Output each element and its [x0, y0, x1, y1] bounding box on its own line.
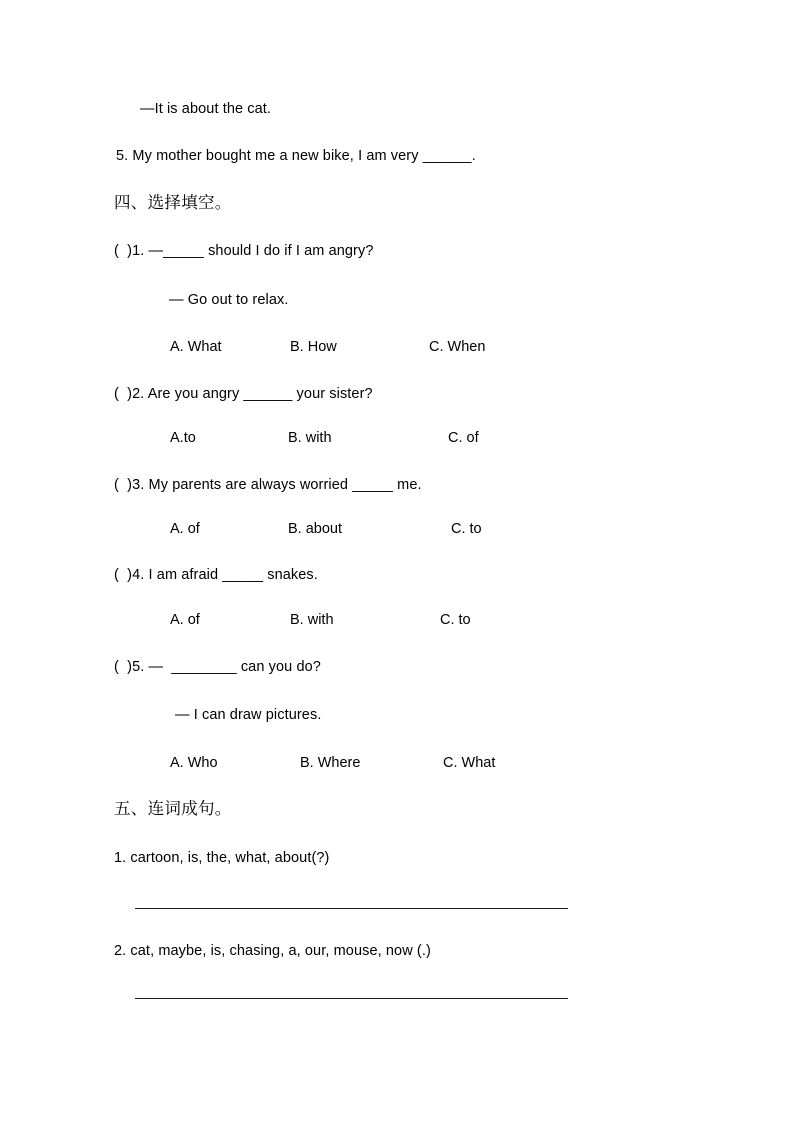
- question-5-option-b[interactable]: B. Where: [300, 755, 361, 771]
- question-4-options: [0, 610, 793, 630]
- question-2-option-c[interactable]: C. of: [448, 430, 479, 446]
- question-3-options: [0, 519, 793, 539]
- question-1-reply: — Go out to relax.: [169, 292, 289, 308]
- question-3-option-c[interactable]: C. to: [451, 521, 482, 537]
- question-3-stem: ( )3. My parents are always worried _____ me.: [114, 477, 422, 493]
- sentence-item-1-prompt: 1. cartoon, is, the, what, about(?): [114, 850, 330, 866]
- question-4-stem: ( )4. I am afraid _____ snakes.: [114, 567, 318, 583]
- question-3-option-b[interactable]: B. about: [288, 521, 343, 537]
- question-5-option-c[interactable]: C. What: [443, 755, 496, 771]
- question-5-stem: ( )5. — ________ can you do?: [114, 659, 321, 675]
- sentence-item-2-answer-rule[interactable]: [135, 998, 568, 999]
- question-2-options: [0, 428, 793, 448]
- carryover-item-5: 5. My mother bought me a new bike, I am very ______.: [116, 148, 476, 164]
- question-3-option-a[interactable]: A. of: [170, 521, 200, 537]
- section-five-heading: 五、连词成句。: [114, 799, 232, 818]
- question-1-options: [0, 337, 793, 357]
- question-2-stem: ( )2. Are you angry ______ your sister?: [114, 386, 373, 402]
- section-four-heading: 四、选择填空。: [114, 193, 232, 212]
- question-1-option-c[interactable]: C. When: [429, 339, 486, 355]
- question-1-option-b[interactable]: B. How: [290, 339, 337, 355]
- question-5-reply: — I can draw pictures.: [175, 707, 322, 723]
- question-5-option-a[interactable]: A. Who: [170, 755, 218, 771]
- carryover-answer-line: —It is about the cat.: [140, 101, 272, 117]
- question-4-option-a[interactable]: A. of: [170, 612, 200, 628]
- question-1-stem: ( )1. —_____ should I do if I am angry?: [114, 243, 374, 259]
- question-2-option-a[interactable]: A.to: [170, 430, 196, 446]
- question-2-option-b[interactable]: B. with: [288, 430, 332, 446]
- sentence-item-2-prompt: 2. cat, maybe, is, chasing, a, our, mouse, now (.): [114, 943, 431, 959]
- sentence-item-1-answer-rule[interactable]: [135, 908, 568, 909]
- question-4-option-c[interactable]: C. to: [440, 612, 471, 628]
- question-5-options: [0, 753, 793, 773]
- question-4-option-b[interactable]: B. with: [290, 612, 334, 628]
- question-1-option-a[interactable]: A. What: [170, 339, 222, 355]
